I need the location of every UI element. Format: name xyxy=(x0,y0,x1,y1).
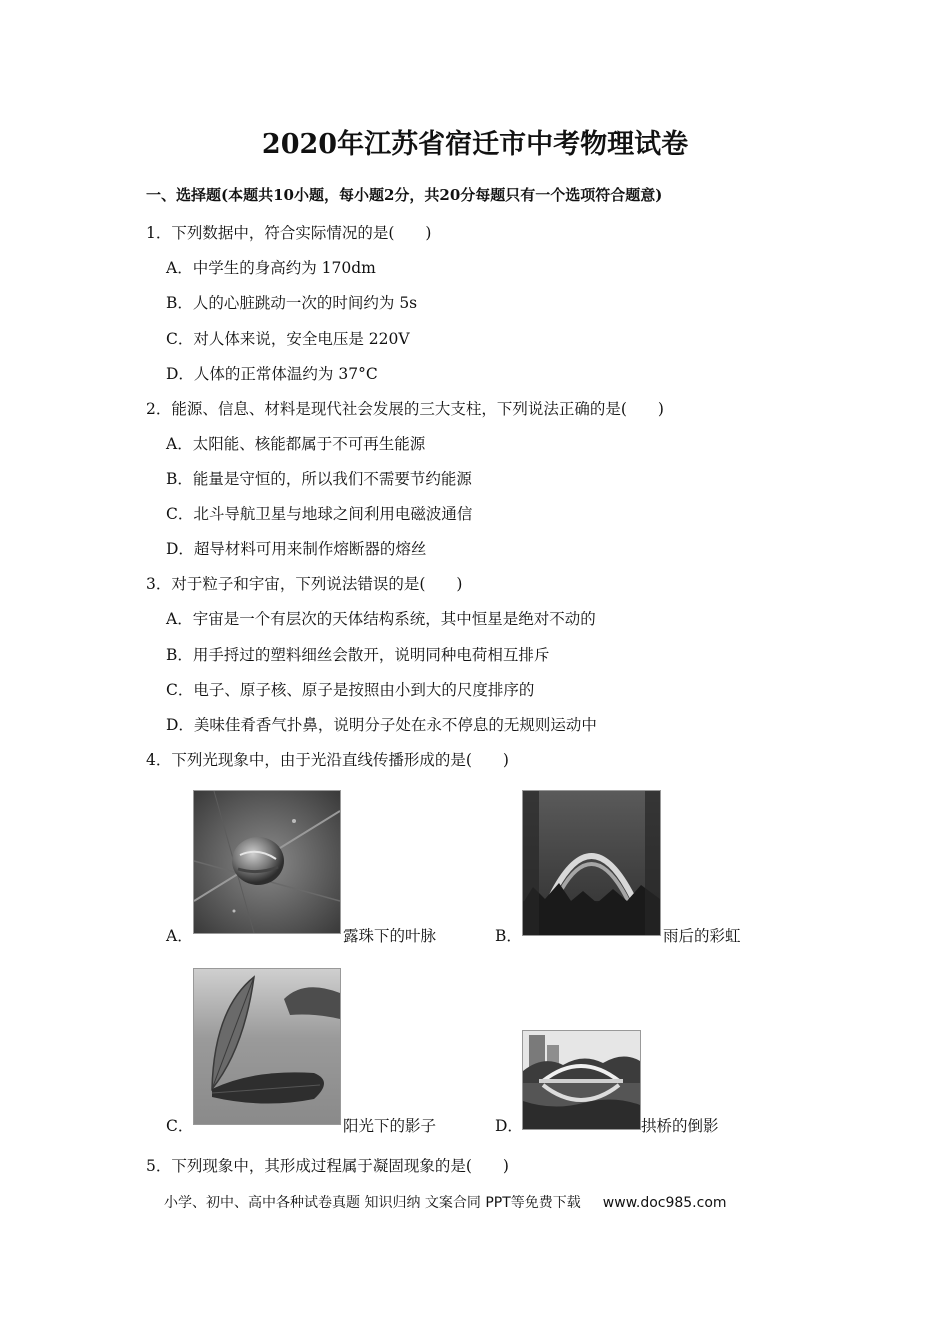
question-2-stem: 2．能源、信息、材料是现代社会发展的三大支柱，下列说法正确的是( ) xyxy=(146,400,664,418)
leaf-shadow-photo xyxy=(193,968,341,1125)
question-1-option-a: A．中学生的身高约为 170dm xyxy=(166,259,376,277)
question-4-option-d-letter: D． xyxy=(495,1117,523,1135)
rainbow-photo xyxy=(522,790,661,936)
question-1-option-c: C．对人体来说，安全电压是 220V xyxy=(166,330,410,348)
question-4-option-c-letter: C． xyxy=(166,1117,194,1135)
question-3-stem: 3．对于粒子和宇宙，下列说法错误的是( ) xyxy=(146,575,463,593)
page-title: 2020年江苏省宿迁市中考物理试卷 xyxy=(261,129,689,160)
question-3-option-d: D．美味佳肴香气扑鼻，说明分子处在永不停息的无规则运动中 xyxy=(166,716,597,734)
question-4-stem: 4．下列光现象中，由于光沿直线传播形成的是( ) xyxy=(146,751,509,769)
question-4-option-d-caption: 拱桥的倒影 xyxy=(641,1117,719,1135)
question-4-option-b-caption: 雨后的彩虹 xyxy=(663,927,741,945)
question-3-option-b: B．用手捋过的塑料细丝会散开，说明同种电荷相互排斥 xyxy=(166,646,550,664)
question-3-option-c: C．电子、原子核、原子是按照由小到大的尺度排序的 xyxy=(166,681,535,699)
question-1-stem: 1．下列数据中，符合实际情况的是( ) xyxy=(146,224,432,242)
question-2-option-c: C．北斗导航卫星与地球之间利用电磁波通信 xyxy=(166,505,473,523)
question-4-option-a-caption: 露珠下的叶脉 xyxy=(343,927,437,945)
footer-url-link[interactable]: www.doc985.com xyxy=(602,1195,727,1211)
question-4-option-b-letter: B． xyxy=(495,927,522,945)
section-heading: 一、选择题(本题共10小题，每小题2分，共20分每题只有一个选项符合题意) xyxy=(146,186,663,204)
question-3-option-a: A．宇宙是一个有层次的天体结构系统，其中恒星是绝对不动的 xyxy=(166,610,596,628)
question-4-option-c-caption: 阳光下的影子 xyxy=(343,1117,437,1135)
dewdrop-leaf-photo xyxy=(193,790,341,934)
question-4-option-a-letter: A． xyxy=(166,927,193,945)
question-2-option-d: D．超导材料可用来制作熔断器的熔丝 xyxy=(166,540,427,558)
arch-bridge-reflection-photo xyxy=(522,1030,641,1130)
question-2-option-b: B．能量是守恒的，所以我们不需要节约能源 xyxy=(166,470,472,488)
footer-text: 小学、初中、高中各种试卷真题 知识归纳 文案合同 PPT等免费下载 xyxy=(164,1195,581,1211)
question-5-stem: 5．下列现象中，其形成过程属于凝固现象的是( ) xyxy=(146,1157,509,1175)
page-footer xyxy=(164,1192,727,1212)
question-1-option-b: B．人的心脏跳动一次的时间约为 5s xyxy=(166,294,418,312)
question-2-option-a: A．太阳能、核能都属于不可再生能源 xyxy=(166,435,426,453)
question-1-option-d: D．人体的正常体温约为 37°C xyxy=(166,365,378,383)
